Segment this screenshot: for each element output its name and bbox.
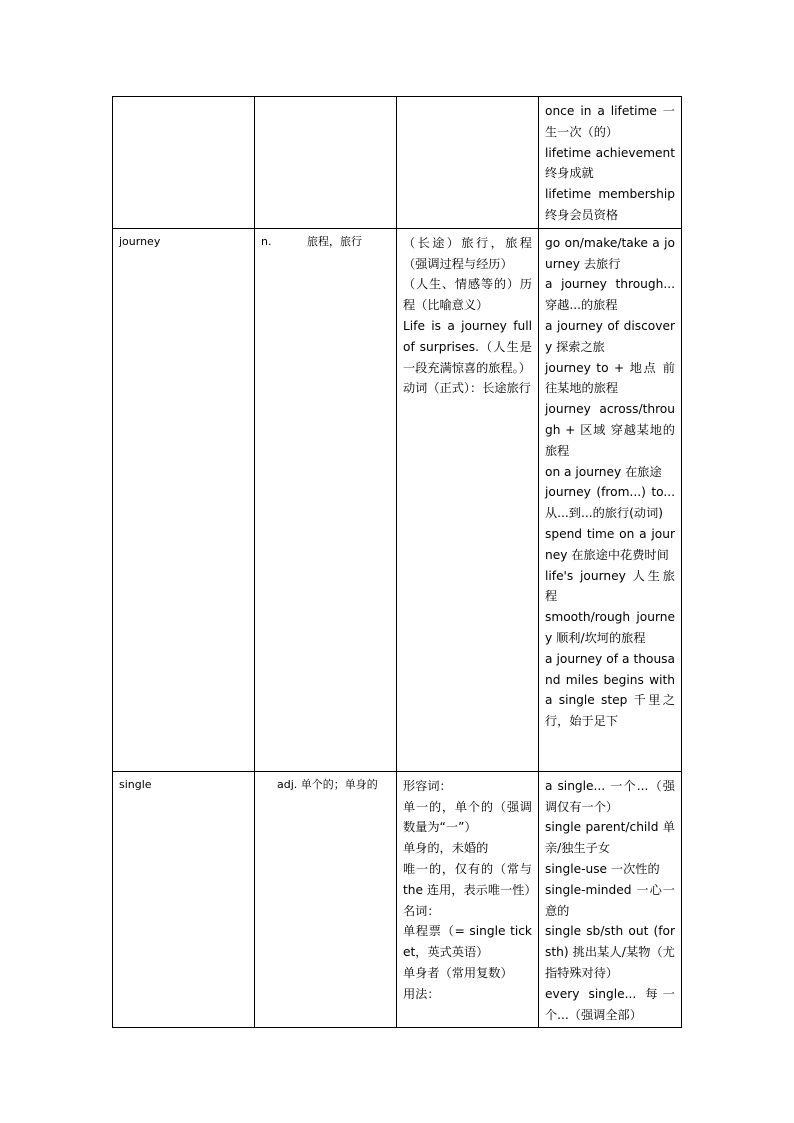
collocation-item: single-use 一次性的: [545, 861, 660, 876]
pos-meaning-cell: [255, 228, 397, 771]
vocabulary-table: [112, 96, 682, 1028]
collocation-item: single-minded 一心一意的: [545, 882, 675, 918]
collocation-item: once in a lifetime 一生一次（的）: [545, 104, 675, 139]
detail-item: 唯一的，仅有的（常与 the 连用，表示唯一性）: [403, 861, 537, 897]
detail-item: 用法：: [403, 986, 440, 1001]
detail-item: 动词（正式）：长途旅行: [403, 381, 531, 396]
table-row: [113, 771, 682, 1028]
detail-item: （人生、情感等的）历程（比喻意义）: [403, 277, 532, 313]
detail-item: 形容词：: [403, 778, 452, 793]
headword: journey: [119, 234, 161, 248]
word-cell: [113, 97, 255, 229]
detail-item: Life is a journey full of surprises.（人生是一段充满惊喜的旅程。）: [403, 318, 532, 375]
pos-meaning-cell: [255, 771, 397, 1028]
meaning: adj. 单个的；单身的: [277, 777, 378, 791]
collocations-cell: [539, 97, 682, 229]
pos-meaning-cell: [255, 97, 397, 229]
collocation-item: a single... 一个...（强调仅有一个）: [545, 778, 675, 814]
collocation-item: single parent/child 单亲/独生子女: [545, 820, 675, 856]
collocation-item: a journey through... 穿越...的旅程: [545, 277, 675, 313]
meaning: 旅程，旅行: [307, 234, 362, 248]
detail-item: 名词：: [403, 903, 440, 918]
collocation-item: journey across/through + 区域 穿越某地的旅程: [545, 402, 675, 458]
collocation-item: journey to + 地点 前往某地的旅程: [545, 360, 675, 396]
collocation-item: on a journey 在旅途: [545, 464, 662, 479]
collocation-item: journey (from...) to... 从...到...的旅行(动词): [545, 485, 675, 521]
detail-item: （长途）旅行，旅程（强调过程与经历）: [403, 235, 532, 271]
detail-item: 单身者（常用复数）: [403, 965, 513, 980]
headword: single: [119, 777, 152, 791]
word-cell: [113, 771, 255, 1028]
detail-item: 单一的，单个的（强调数量为“一”）: [403, 799, 532, 835]
details-cell: [397, 97, 539, 229]
table-row: [113, 97, 682, 229]
word-cell: [113, 228, 255, 771]
part-of-speech: n.: [261, 234, 272, 248]
collocation-item: spend time on a journey 在旅途中花费时间: [545, 526, 675, 562]
collocations-cell: [539, 228, 682, 771]
details-cell: [397, 771, 539, 1028]
detail-item: 单程票（= single ticket，英式英语）: [403, 924, 532, 960]
collocation-item: smooth/rough journey 顺利/坎坷的旅程: [545, 610, 675, 645]
collocation-item: single sb/sth out (for sth) 挑出某人/某物（尤指特殊对待）: [545, 924, 675, 980]
table-row: [113, 228, 682, 771]
collocation-item: lifetime achievement 终身成就: [545, 145, 675, 181]
collocation-item: go on/make/take a journey 去旅行: [545, 235, 675, 271]
collocation-item: a journey of a thousand miles begins with a single step 千里之行，始于足下: [545, 651, 675, 729]
collocation-item: a journey of discovery 探索之旅: [545, 318, 675, 354]
collocation-item: life's journey 人生旅程: [545, 568, 675, 604]
details-cell: [397, 228, 539, 771]
collocation-item: every single... 每一个...（强调全部）: [545, 986, 675, 1022]
detail-item: 单身的，未婚的: [403, 841, 489, 856]
collocation-item: lifetime membership 终身会员资格: [545, 187, 675, 222]
collocations-cell: [539, 771, 682, 1028]
